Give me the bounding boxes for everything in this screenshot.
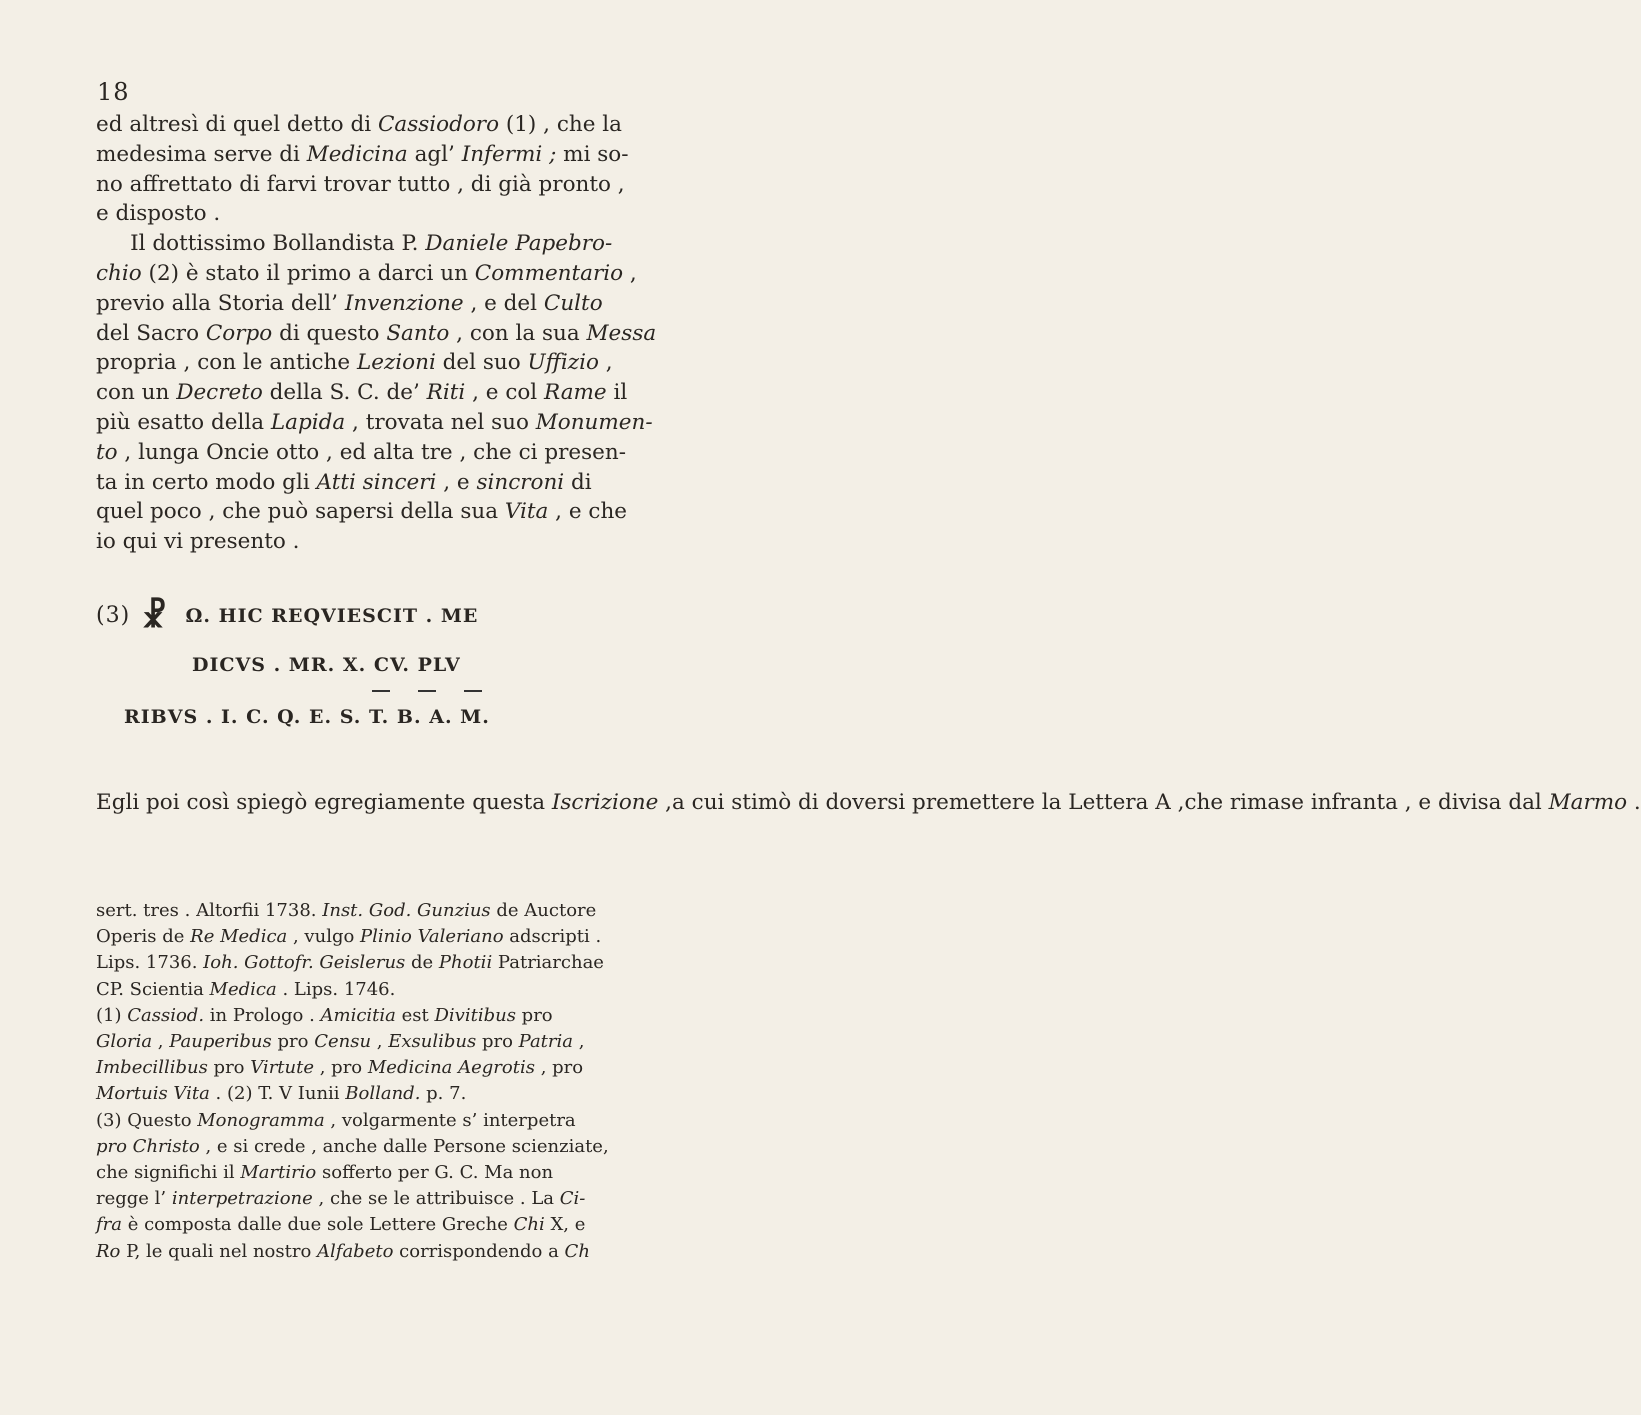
text-line-segment: ta in certo modo gli [96,469,317,495]
note-line-segment: . (2) T. V Iunii [209,1083,346,1105]
abbreviation-marks [372,683,510,702]
note-line-segment: che significhi il [96,1162,241,1184]
text-line [96,468,746,498]
note-line-segment: è composta dalle due sole Lettere Greche [122,1214,514,1236]
note-line-segment: Alfabeto [317,1240,394,1262]
text-line [96,497,746,527]
text-line-segment: Lapida [270,409,346,435]
note-line-segment: sofferto per G. C. Ma non [316,1162,554,1184]
text-line-segment: , e che [548,499,628,525]
note-line [96,977,746,1003]
text-line [96,289,746,319]
note-line-segment: fra [96,1214,122,1236]
text-line-segment: propria , con le antiche [96,350,357,376]
note-line-segment: in Prologo . [204,1004,321,1026]
note-line-segment: pro [271,1031,315,1053]
text-line-segment: Cassiodoro [377,112,500,137]
text-line-segment: , con la sua [449,320,587,346]
text-line-segment: Santo [386,320,450,346]
text-line-segment: , e col [465,380,545,406]
note-line-segment: Ioh. Gottofr. Geislerus [203,952,406,974]
text-line [96,170,746,200]
text-line-segment: Messa [586,320,657,346]
text-line-segment: io qui vi presento . [96,529,300,555]
note-mark: (3) [96,603,131,628]
text-line-segment: Il dottissimo Bollandista P. [96,231,426,257]
note-line-segment: Patria [518,1031,574,1053]
note-line-segment: , [152,1031,170,1053]
text-line-segment: Decreto [176,380,263,406]
note-line-segment: Ro [96,1240,121,1262]
text-line-segment: Daniele Papebro- [425,231,613,257]
text-line-segment: del suo [435,350,528,376]
note-line [96,950,746,976]
note-line-segment: p. 7. [420,1083,467,1105]
note-line [96,1212,746,1238]
text-line-segment: Iscrizione [551,790,659,815]
note-line-segment: , pro [314,1057,368,1079]
text-line [1184,790,1640,815]
text-line [96,319,746,349]
note-line-segment: Ci- [559,1188,586,1210]
note-line [96,1003,746,1029]
note-line-segment: Amicitia [320,1004,396,1026]
text-line-segment: Infermi ; [461,141,557,167]
note-line-segment: Divitibus [434,1004,516,1026]
note-line-segment: Censu [314,1031,372,1053]
text-line-segment: , [658,790,673,815]
text-line-segment: più esatto della [96,409,271,435]
text-line-segment: (2) è stato il primo a darci un [141,260,475,286]
text-line-segment: a cui stimò di doversi premettere la Lettera A , [672,790,1185,815]
note-line-segment: pro [515,1004,553,1026]
text-line-segment: , e [436,469,477,495]
text-line [96,790,672,815]
text-line-segment: sincroni [476,469,565,495]
note-line-segment: pro [207,1057,251,1079]
text-line-segment: previo alla Storia dell’ [96,290,345,316]
note-line-segment: Pauperibus [169,1031,272,1053]
text-line-segment: ed altresì di quel detto di [96,112,378,137]
note-line-segment: Gloria [96,1031,153,1053]
inscription-line-3: RIBVS . I. C. Q. E. S. T. B. A. M. [124,706,490,728]
note-line [96,1239,746,1265]
note-line-segment: Mortuis Vita [96,1083,210,1105]
note-line-segment: , che se le attribuisce . La [312,1188,560,1210]
note-line-segment: X, e [544,1214,586,1236]
main-paragraphs [96,110,746,557]
note-line [96,898,746,924]
note-line-segment: Re Medica [190,926,288,948]
text-line [96,259,746,289]
text-line-segment: Vita [504,499,549,525]
text-line-segment: agl’ [407,141,462,167]
inscription-line-2: DICVS . MR. X. CV. PLV [192,654,461,676]
text-line-segment: (1) , che la [499,112,622,137]
note-line-segment: , e si crede , anche dalle Persone scienziate, [199,1135,609,1157]
text-line-segment: che rimase infranta , e divisa dal [1184,790,1549,815]
note-line-segment: . Lips. 1746. [276,978,396,1000]
text-line [96,438,746,468]
note-line [96,1134,746,1160]
text-line-segment: di questo [272,320,387,346]
note-line-segment: , [371,1031,389,1053]
text-line-segment: quel poco , che può sapersi della sua [96,499,505,525]
text-line-segment: Invenzione [344,290,464,316]
note-line-segment: P, le quali nel nostro [120,1240,318,1262]
note-line-segment: Plinio Valeriano [360,926,504,948]
text-line [672,790,1184,815]
note-line [96,1186,746,1212]
text-line-segment: Riti [426,380,466,406]
note-line-segment: Ch [564,1240,590,1262]
note-line-segment: Photii [438,952,493,974]
note-line-segment: pro [476,1031,519,1053]
note-line [96,1160,746,1186]
note-line-segment: Martirio [240,1162,317,1184]
note-line-segment: Inst. God. Gunzius [322,900,491,921]
text-line-segment: il [606,380,628,406]
text-line-segment: Atti sinceri [316,469,437,495]
note-line-segment: , [573,1031,585,1053]
chi-rho-monogram: ☧ [141,597,168,635]
text-line-segment: no affrettato di farvi trovar tutto , di già pronto , [96,171,625,197]
text-line-segment: mi so- [556,141,629,167]
footnotes [96,898,746,1265]
note-line [96,1108,746,1134]
text-line-segment: della S. C. de’ [262,380,427,406]
text-line [96,229,746,259]
note-line [96,1055,746,1081]
note-line-segment: corrispondendo a [393,1240,565,1262]
text-line-segment: chio [96,260,142,286]
text-line [96,348,746,378]
note-line-segment: Operis de [96,926,191,948]
text-line-segment: , e del [463,290,544,316]
text-line-segment: , [598,350,613,376]
note-line-segment: Lips. 1736. [96,952,204,974]
note-line-segment: , pro [534,1057,584,1079]
page-number: 18 [97,78,130,106]
note-line-segment: (1) [96,1004,128,1026]
text-line-segment: con un [96,380,177,406]
text-line [96,110,746,140]
text-line [96,378,746,408]
note-line-segment: Monogramma [197,1109,325,1131]
text-line [96,140,746,170]
text-line-segment: Corpo [205,320,273,346]
note-line-segment: Medicina Aegrotis [367,1057,535,1079]
text-line-segment: Uffizio [527,350,599,376]
note-line-segment: de Auctore [490,900,597,921]
text-line-segment: Lezioni [356,350,436,376]
note-line-segment: interpetrazione [171,1188,313,1210]
text-line-segment: Commentario [474,260,624,286]
text-line-segment: del Sacro [96,320,206,346]
note-line-segment: Exsulibus [388,1031,477,1053]
note-line [96,1081,746,1107]
text-line-segment: medesima serve di [96,141,307,167]
text-line-segment: Culto [543,290,603,316]
note-line-segment: , vulgo [287,926,361,948]
text-line-segment: , [623,260,637,286]
inscription-line-1: Ω. HIC REQVIESCIT . ME [185,605,479,627]
note-line-segment: est [395,1004,435,1026]
note-line [96,924,746,950]
note-line-segment: adscripti . [503,926,602,948]
note-line [96,1029,746,1055]
note-line-segment: Chi [513,1214,545,1236]
note-line-segment: Bolland. [345,1083,421,1105]
text-line-segment: Monumen- [535,409,653,435]
text-line-segment: Medicina [306,141,408,167]
note-line-segment: Cassiod. [127,1004,205,1026]
explanation-paragraph [96,788,1641,818]
text-line-segment: Rame [544,380,607,406]
note-line-segment: (3) Questo [96,1109,198,1131]
text-line-segment: , lunga Oncie otto , ed alta tre , che ci presen- [117,439,626,465]
note-line-segment: regge l’ [96,1188,172,1210]
note-line-segment: , volgarmente s’ interpetra [324,1109,576,1131]
note-line-segment: CP. Scientia [96,978,210,1000]
text-line-segment: to [96,439,118,465]
note-line-segment: sert. tres . Altorfii 1738. [96,900,323,921]
note-line-segment: de [405,952,439,974]
text-line [96,408,746,438]
note-line-segment: Patriarchae [492,952,604,974]
text-line-segment: Egli poi così spiegò egregiamente questa [96,790,552,815]
text-line [96,199,746,229]
text-line-segment: di [564,469,592,495]
note-line-segment: pro Christo [96,1135,200,1157]
note-line-segment: Medica [209,978,277,1000]
text-line-segment: e disposto . [96,201,221,227]
text-line-segment: , trovata nel suo [345,409,536,435]
note-line-segment: Virtute [250,1057,315,1079]
note-line-segment: Imbecillibus [96,1057,208,1079]
text-line-segment: . [1627,790,1641,815]
text-line-segment: Marmo [1548,790,1628,815]
text-line [96,527,746,557]
